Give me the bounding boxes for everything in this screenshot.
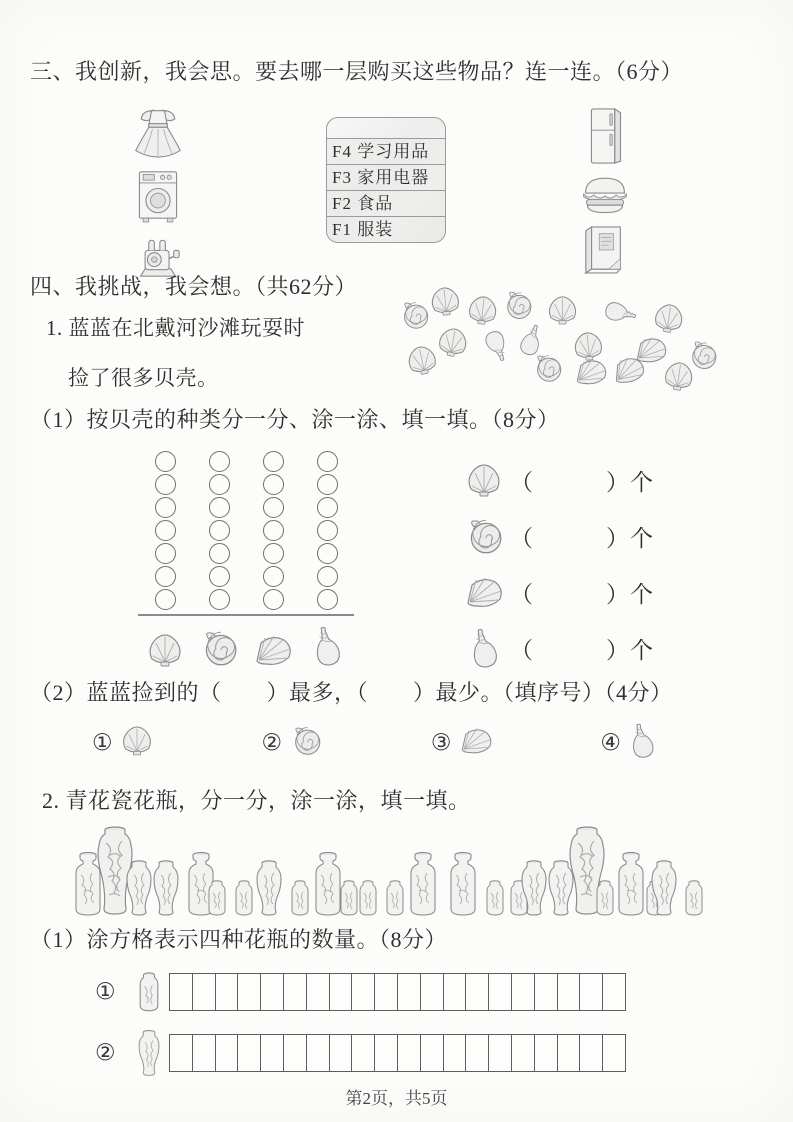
- grid-cell[interactable]: [534, 973, 558, 1011]
- option-shell-icon-wrap: [627, 722, 657, 764]
- grid-cell[interactable]: [306, 973, 330, 1011]
- fan-shell-icon: [119, 725, 155, 756]
- scatter-shell: [402, 342, 444, 384]
- grid-cell[interactable]: [602, 973, 626, 1011]
- scatter-shell: [398, 300, 431, 335]
- tally-circle[interactable]: [317, 520, 338, 541]
- conch-shell-icon: [481, 328, 513, 365]
- directory-row-f1: F1 服装: [327, 216, 445, 242]
- bottle-vase-icon: [615, 851, 647, 917]
- vase: [595, 879, 615, 917]
- q2-text: 2. 青花瓷花瓶，分一分，涂一涂，填一填。: [42, 788, 471, 813]
- vase: [520, 859, 548, 917]
- tally-circle[interactable]: [263, 589, 284, 610]
- answer-count-blank[interactable]: （ ）个: [510, 469, 654, 495]
- tally-axis-icons: [138, 621, 354, 667]
- scatter-shell: [426, 284, 464, 322]
- answer-row: [458, 564, 654, 620]
- grid-cells: [169, 1034, 626, 1072]
- tally-circle[interactable]: [209, 589, 230, 610]
- vase: [547, 859, 575, 917]
- grid-cell[interactable]: [215, 1034, 239, 1072]
- small-jar-icon: [684, 879, 704, 917]
- medium-vase-icon: [152, 859, 180, 917]
- fan-shell-icon: [464, 293, 502, 326]
- tally-circle[interactable]: [155, 520, 176, 541]
- tally-baseline: [138, 614, 354, 616]
- scatter-shell: [545, 295, 580, 330]
- scallop-shell-icon: [458, 725, 494, 756]
- option-number: ③: [430, 730, 452, 756]
- vase: [358, 879, 378, 917]
- washing-machine-icon: [132, 166, 184, 224]
- tally-column: [192, 450, 246, 611]
- directory-row-f4: F4 学习用品: [327, 138, 445, 164]
- option-shell-icon-wrap: [119, 725, 155, 761]
- tally-circle[interactable]: [209, 451, 230, 472]
- section3-left-items: [118, 106, 198, 278]
- tally-circle[interactable]: [317, 474, 338, 495]
- grid-cell[interactable]: [602, 1034, 626, 1072]
- scatter-shell: [609, 353, 649, 392]
- fan-shell-icon: [426, 284, 464, 317]
- vase: [125, 859, 153, 917]
- tally-circle[interactable]: [263, 451, 284, 472]
- shell-options: [92, 722, 657, 764]
- medium-vase-icon: [125, 859, 153, 917]
- spiral-shell-icon: [288, 725, 324, 756]
- grid-cell[interactable]: [557, 1034, 581, 1072]
- tally-axis-cell: [192, 621, 246, 667]
- grid-cell[interactable]: [557, 973, 581, 1011]
- vase: [385, 879, 405, 917]
- option-number: ④: [600, 730, 621, 756]
- fan-shell-icon: [659, 359, 698, 394]
- tally-circle[interactable]: [209, 543, 230, 564]
- answer-count-blank[interactable]: （ ）个: [510, 637, 654, 663]
- directory-row-f2: F2 食品: [327, 190, 445, 216]
- tally-circle[interactable]: [263, 566, 284, 587]
- option-number: ①: [92, 730, 113, 756]
- grid-cell[interactable]: [511, 1034, 535, 1072]
- tally-circle[interactable]: [263, 497, 284, 518]
- vase: [650, 859, 678, 917]
- grid-cell[interactable]: [534, 1034, 558, 1072]
- tally-circle[interactable]: [317, 543, 338, 564]
- grid-cell[interactable]: [192, 1034, 216, 1072]
- answer-count-blank[interactable]: （ ）个: [510, 525, 654, 551]
- scatter-shell: [573, 357, 609, 391]
- small-jar-icon: [485, 879, 505, 917]
- grid-cell[interactable]: [465, 973, 489, 1011]
- grid-cell[interactable]: [215, 973, 239, 1011]
- tally-circle[interactable]: [209, 566, 230, 587]
- scatter-shell: [659, 359, 699, 399]
- q1-sub1-text: （1）按贝壳的种类分一分、涂一涂、填一填。（8分）: [30, 407, 560, 432]
- grid-cell[interactable]: [488, 973, 512, 1011]
- scatter-shell: [480, 323, 513, 365]
- tally-circle[interactable]: [209, 520, 230, 541]
- books-icon: [582, 222, 628, 276]
- scallop-shell-icon: [573, 357, 609, 386]
- option-shell-icon-wrap: [288, 725, 324, 761]
- scatter-shell: [531, 353, 564, 388]
- spiral-shell-icon: [499, 288, 536, 322]
- small-jar-icon: [138, 971, 160, 1013]
- bottle-vase-icon: [447, 851, 479, 917]
- answer-count-blank[interactable]: （ ）个: [510, 581, 654, 607]
- tally-circle[interactable]: [209, 474, 230, 495]
- tally-circle[interactable]: [155, 451, 176, 472]
- grid-cell[interactable]: [443, 973, 467, 1011]
- conch-shell-icon: [600, 294, 641, 332]
- grid-row-number: ②: [95, 1040, 116, 1066]
- dress-icon: [127, 106, 189, 158]
- grid-cell[interactable]: [351, 973, 375, 1011]
- tally-circle[interactable]: [263, 520, 284, 541]
- option-shell-icon-wrap: [458, 725, 494, 761]
- shell-option: [600, 722, 657, 764]
- spiral-shell-icon: [463, 517, 505, 555]
- grid-cell[interactable]: [579, 973, 603, 1011]
- shell-option: [261, 722, 324, 764]
- conch-shell-icon: [467, 627, 501, 669]
- tally-circle[interactable]: [155, 474, 176, 495]
- tally-circle[interactable]: [263, 543, 284, 564]
- vase: [485, 879, 505, 917]
- vase: [234, 879, 254, 917]
- tally-axis-cell: [300, 621, 354, 667]
- fan-shell-icon: [464, 463, 504, 497]
- tally-circle[interactable]: [155, 497, 176, 518]
- shells-scatter-figure: [393, 283, 738, 393]
- grid-cell[interactable]: [579, 1034, 603, 1072]
- grid-cell[interactable]: [443, 1034, 467, 1072]
- section3-title: 三、我创新，我会思。要去哪一层购买这些物品？连一连。（6分）: [30, 59, 684, 84]
- grid-cell[interactable]: [374, 973, 398, 1011]
- q2-sub1-text: （1）涂方格表示四种花瓶的数量。（8分）: [30, 927, 448, 952]
- vase: [152, 859, 180, 917]
- small-jar-icon: [207, 879, 227, 917]
- tally-circle[interactable]: [155, 543, 176, 564]
- tally-column: [138, 450, 192, 611]
- scatter-shell: [596, 292, 642, 333]
- conch-shell-icon: [627, 722, 657, 759]
- vases-figure: [55, 822, 745, 917]
- shell-option: [92, 722, 155, 764]
- spiral-shell-icon: [531, 353, 564, 383]
- grid-row-vase-icon-wrap: [129, 971, 169, 1013]
- answer-shell-icon-wrap: [458, 627, 510, 669]
- vase: [72, 851, 104, 917]
- tally-columns: [138, 450, 354, 611]
- tally-circle[interactable]: [155, 589, 176, 610]
- grid-row-vase-icon-wrap: [129, 1029, 169, 1077]
- grid-row-number: ①: [95, 979, 116, 1005]
- answer-blanks: [458, 452, 654, 676]
- grid-cell[interactable]: [329, 973, 353, 1011]
- small-jar-icon: [385, 879, 405, 917]
- vase: [407, 851, 439, 917]
- medium-vase-icon: [650, 859, 678, 917]
- q1-text-line1: 1. 蓝蓝在北戴河沙滩玩耍时: [46, 316, 305, 340]
- hamburger-icon: [579, 174, 631, 214]
- scallop-shell-icon: [463, 575, 505, 609]
- grid-cell[interactable]: [511, 973, 535, 1011]
- fan-shell-icon: [433, 324, 473, 360]
- small-jar-icon: [339, 879, 359, 917]
- grid-cell[interactable]: [192, 973, 216, 1011]
- scallop-shell-icon: [252, 633, 294, 667]
- grid-cell[interactable]: [329, 1034, 353, 1072]
- small-jar-icon: [290, 879, 310, 917]
- tally-circle[interactable]: [263, 474, 284, 495]
- answer-row: [458, 508, 654, 564]
- grid-cell[interactable]: [260, 1034, 284, 1072]
- shell-option: [431, 722, 494, 764]
- spiral-shell-icon: [398, 300, 431, 330]
- grid-cell[interactable]: [397, 973, 421, 1011]
- tally-chart: [125, 450, 354, 667]
- sign-top: [327, 118, 445, 138]
- grid-cell[interactable]: [374, 1034, 398, 1072]
- grid-row: [95, 966, 626, 1018]
- medium-vase-icon: [255, 859, 283, 917]
- tally-circle[interactable]: [317, 566, 338, 587]
- medium-vase-icon: [520, 859, 548, 917]
- tally-axis-cell: [138, 621, 192, 667]
- tally-circle[interactable]: [317, 497, 338, 518]
- vase: [615, 851, 647, 917]
- small-jar-icon: [595, 879, 615, 917]
- fan-shell-icon: [649, 301, 688, 336]
- answer-shell-icon-wrap: [458, 575, 510, 609]
- conch-shell-icon: [310, 625, 344, 667]
- grid-cell[interactable]: [397, 1034, 421, 1072]
- page-footer: 第2页，共5页: [345, 1089, 448, 1108]
- grid-cell[interactable]: [420, 1034, 444, 1072]
- grid-cells: [169, 973, 626, 1011]
- tally-column: [246, 450, 300, 611]
- medium-vase-icon: [137, 1029, 161, 1077]
- tally-circle[interactable]: [317, 589, 338, 610]
- fan-shell-icon: [402, 342, 442, 379]
- grid-cell[interactable]: [169, 973, 193, 1011]
- tally-column: [300, 450, 354, 611]
- grid-cell[interactable]: [169, 1034, 193, 1072]
- vase: [207, 879, 227, 917]
- fridge-icon: [585, 106, 625, 166]
- bottle-vase-icon: [407, 851, 439, 917]
- small-jar-icon: [358, 879, 378, 917]
- grid-cell[interactable]: [465, 1034, 489, 1072]
- vase: [447, 851, 479, 917]
- option-number: ②: [261, 730, 283, 756]
- grid-cell[interactable]: [420, 973, 444, 1011]
- scallop-shell-icon: [609, 353, 649, 387]
- spiral-shell-icon: [198, 629, 240, 667]
- grid-cell[interactable]: [283, 973, 307, 1011]
- answer-row: [458, 452, 654, 508]
- q1-text-line2: 捡了很多贝壳。: [68, 366, 219, 390]
- grid-cell[interactable]: [283, 1034, 307, 1072]
- answer-shell-icon-wrap: [458, 463, 510, 497]
- tally-circle[interactable]: [155, 566, 176, 587]
- grid-rows: [95, 966, 626, 1088]
- tally-circle[interactable]: [317, 451, 338, 472]
- answer-row: [458, 620, 654, 676]
- small-jar-icon: [234, 879, 254, 917]
- answer-shell-icon-wrap: [458, 517, 510, 555]
- directory-row-f3: F3 家用电器: [327, 164, 445, 190]
- vase: [339, 879, 359, 917]
- section3-right-items: [565, 106, 645, 276]
- vase: [255, 859, 283, 917]
- bottle-vase-icon: [72, 851, 104, 917]
- fan-shell-icon: [145, 633, 185, 667]
- vase: [290, 879, 310, 917]
- grid-cell[interactable]: [237, 973, 261, 1011]
- tally-axis-cell: [246, 621, 300, 667]
- tally-circle[interactable]: [209, 497, 230, 518]
- grid-cell[interactable]: [351, 1034, 375, 1072]
- grid-row: [95, 1027, 626, 1079]
- vase: [684, 879, 704, 917]
- fan-shell-icon: [545, 295, 580, 325]
- grid-cell[interactable]: [488, 1034, 512, 1072]
- grid-cell[interactable]: [306, 1034, 330, 1072]
- section4-title: 四、我挑战，我会想。（共62分）: [30, 274, 358, 299]
- grid-cell[interactable]: [260, 973, 284, 1011]
- floor-directory-sign: [326, 117, 446, 243]
- medium-vase-icon: [547, 859, 575, 917]
- q1-sub2-text: （2）蓝蓝捡到的（ ）最多，（ ）最少。（填序号）（4分）: [30, 680, 673, 705]
- grid-cell[interactable]: [237, 1034, 261, 1072]
